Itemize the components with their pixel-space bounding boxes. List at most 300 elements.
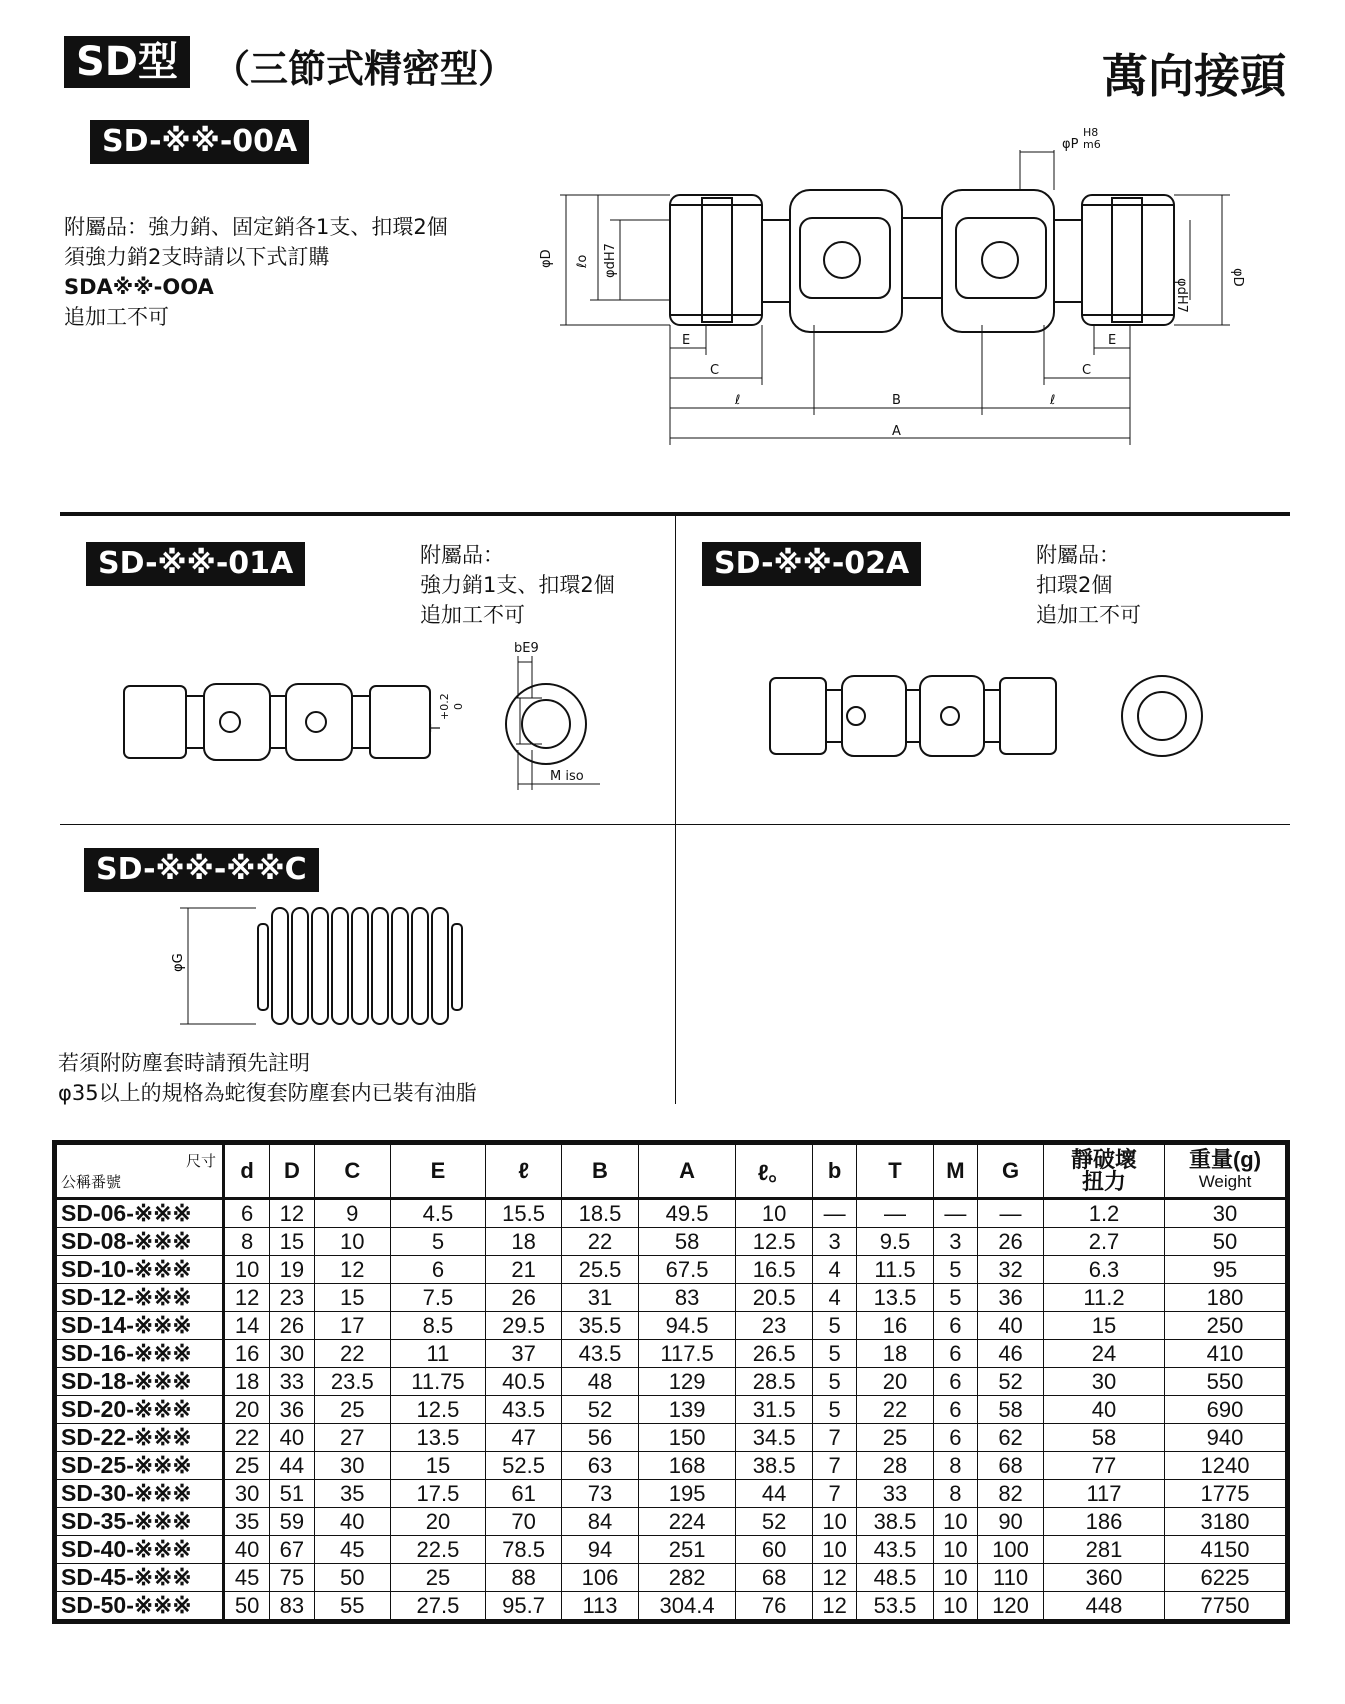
table-cell: 5	[812, 1368, 856, 1396]
col-header: b	[812, 1143, 856, 1199]
table-cell: 15	[314, 1284, 390, 1312]
table-cell: 7.5	[391, 1284, 486, 1312]
table-row	[55, 1396, 1288, 1424]
weight-header: 重量(g) Weight	[1165, 1143, 1288, 1199]
model-number-cell: SD-35-※※※	[55, 1508, 224, 1536]
table-cell: 82	[978, 1480, 1044, 1508]
table-cell: 16.5	[736, 1256, 812, 1284]
table-cell: 37	[485, 1340, 561, 1368]
model-number-cell: SD-30-※※※	[55, 1480, 224, 1508]
col-header: C	[314, 1143, 390, 1199]
note-line: 追加工不可	[420, 603, 525, 627]
table-cell: 15	[1044, 1312, 1165, 1340]
table-cell: 55	[314, 1592, 390, 1622]
dim-dH7-right: φdH7	[1174, 278, 1189, 313]
table-cell: 11.5	[857, 1256, 933, 1284]
table-cell: 117	[1044, 1480, 1165, 1508]
table-cell: 20	[391, 1508, 486, 1536]
col-header: ℓ。	[736, 1143, 812, 1199]
table-cell: 40	[1044, 1396, 1165, 1424]
table-cell: 43.5	[562, 1340, 638, 1368]
dim-C-right: C	[1082, 363, 1092, 378]
dim-phiD-right: φD	[1230, 268, 1245, 287]
section-c-title: SD-※※-※※C	[84, 848, 319, 892]
table-cell: 78.5	[485, 1536, 561, 1564]
table-row	[55, 1452, 1288, 1480]
table-cell: 13.5	[857, 1284, 933, 1312]
table-cell: —	[978, 1199, 1044, 1228]
dim-C-left: C	[710, 363, 720, 378]
table-cell: 15.5	[485, 1199, 561, 1228]
table-cell: 5	[391, 1228, 486, 1256]
note-line: 強力銷1支、扣環2個	[420, 573, 615, 597]
col-header: ℓ	[485, 1143, 561, 1199]
table-row	[55, 1592, 1288, 1622]
table-cell: 22	[314, 1340, 390, 1368]
table-cell: 16	[857, 1312, 933, 1340]
table-cell: 18.5	[562, 1199, 638, 1228]
table-cell: 94.5	[638, 1312, 736, 1340]
table-cell: —	[857, 1199, 933, 1228]
table-header-row	[55, 1143, 1288, 1199]
table-cell: 16	[224, 1340, 270, 1368]
dim-H8: H8	[1083, 126, 1099, 139]
table-cell: 75	[270, 1564, 314, 1592]
table-cell: 17.5	[391, 1480, 486, 1508]
table-cell: 6	[933, 1368, 977, 1396]
section-01a-title: SD-※※-01A	[86, 542, 305, 586]
note-line: 附屬品：	[1036, 543, 1120, 567]
table-row	[55, 1312, 1288, 1340]
table-cell: 40	[314, 1508, 390, 1536]
table-cell: 250	[1165, 1312, 1288, 1340]
section-c-notes	[58, 1048, 477, 1108]
table-cell: 51	[270, 1480, 314, 1508]
col-header: E	[391, 1143, 486, 1199]
table-cell: 22	[857, 1396, 933, 1424]
dim-E-right: E	[1108, 333, 1117, 348]
table-cell: 35	[224, 1508, 270, 1536]
table-cell: 139	[638, 1396, 736, 1424]
table-cell: 31	[562, 1284, 638, 1312]
table-cell: 26.5	[736, 1340, 812, 1368]
table-cell: 100	[978, 1536, 1044, 1564]
table-cell: 58	[978, 1396, 1044, 1424]
dim-l-right: ℓ	[1050, 393, 1056, 408]
table-cell: 11	[391, 1340, 486, 1368]
table-cell: 1240	[1165, 1452, 1288, 1480]
category-title: 萬向接頭	[1102, 49, 1286, 103]
table-cell: 304.4	[638, 1592, 736, 1622]
table-cell: 13.5	[391, 1424, 486, 1452]
table-cell: 3	[812, 1228, 856, 1256]
table-cell: 9.5	[857, 1228, 933, 1256]
table-cell: 11.2	[1044, 1284, 1165, 1312]
table-cell: 56	[562, 1424, 638, 1452]
dim-m6: m6	[1083, 138, 1101, 151]
table-cell: 40.5	[485, 1368, 561, 1396]
table-cell: 68	[978, 1452, 1044, 1480]
table-cell: 25	[391, 1564, 486, 1592]
note-line: 須強力銷2支時請以下式訂購	[64, 245, 330, 269]
table-cell: 59	[270, 1508, 314, 1536]
table-cell: 110	[978, 1564, 1044, 1592]
table-row	[55, 1480, 1288, 1508]
table-cell: 58	[1044, 1424, 1165, 1452]
table-cell: 117.5	[638, 1340, 736, 1368]
table-cell: 5	[812, 1396, 856, 1424]
table-cell: 10	[812, 1536, 856, 1564]
table-cell: 32	[978, 1256, 1044, 1284]
table-cell: 410	[1165, 1340, 1288, 1368]
table-cell: —	[812, 1199, 856, 1228]
col-header: d	[224, 1143, 270, 1199]
table-cell: 30	[1044, 1368, 1165, 1396]
dim-T-tol: +0.2	[438, 693, 451, 720]
table-cell: 6225	[1165, 1564, 1288, 1592]
table-cell: 18	[857, 1340, 933, 1368]
model-number-cell: SD-22-※※※	[55, 1424, 224, 1452]
table-cell: 38.5	[857, 1508, 933, 1536]
table-cell: 26	[270, 1312, 314, 1340]
table-cell: 53.5	[857, 1592, 933, 1622]
table-cell: 282	[638, 1564, 736, 1592]
table-cell: 3180	[1165, 1508, 1288, 1536]
table-cell: 281	[1044, 1536, 1165, 1564]
table-cell: 30	[224, 1480, 270, 1508]
table-cell: 550	[1165, 1368, 1288, 1396]
table-cell: 23	[270, 1284, 314, 1312]
table-cell: 48.5	[857, 1564, 933, 1592]
table-row	[55, 1536, 1288, 1564]
table-row	[55, 1228, 1288, 1256]
table-cell: 26	[978, 1228, 1044, 1256]
dim-phiP: φP	[1062, 137, 1079, 152]
table-cell: 12	[812, 1564, 856, 1592]
table-cell: 30	[1165, 1199, 1288, 1228]
dim-bE9: bE9	[514, 641, 539, 656]
table-cell: 5	[933, 1256, 977, 1284]
table-row	[55, 1508, 1288, 1536]
model-number-cell: SD-40-※※※	[55, 1536, 224, 1564]
table-cell: 25	[857, 1424, 933, 1452]
model-number-cell: SD-10-※※※	[55, 1256, 224, 1284]
table-cell: 5	[933, 1284, 977, 1312]
table-cell: 67	[270, 1536, 314, 1564]
table-cell: 8	[933, 1480, 977, 1508]
table-cell: 7	[812, 1480, 856, 1508]
table-cell: 360	[1044, 1564, 1165, 1592]
table-cell: 195	[638, 1480, 736, 1508]
table-cell: 44	[270, 1452, 314, 1480]
table-cell: 73	[562, 1480, 638, 1508]
table-cell: 7	[812, 1424, 856, 1452]
table-cell: 10	[933, 1592, 977, 1622]
table-cell: 44	[736, 1480, 812, 1508]
model-number-cell: SD-18-※※※	[55, 1368, 224, 1396]
note-line: SDA※※-OOA	[64, 275, 214, 299]
col-header: M	[933, 1143, 977, 1199]
table-cell: 7	[812, 1452, 856, 1480]
table-cell: 129	[638, 1368, 736, 1396]
dust-boot-diagram	[160, 898, 480, 1038]
table-cell: 29.5	[485, 1312, 561, 1340]
table-cell: 52	[978, 1368, 1044, 1396]
model-number-cell: SD-14-※※※	[55, 1312, 224, 1340]
table-cell: 15	[391, 1452, 486, 1480]
spec-table	[52, 1140, 1290, 1624]
universal-joint-02a-diagram	[760, 660, 1220, 780]
table-cell: 94	[562, 1536, 638, 1564]
table-cell: 3	[933, 1228, 977, 1256]
table-cell: 12.5	[391, 1396, 486, 1424]
model-number-cell: SD-25-※※※	[55, 1452, 224, 1480]
torque-header: 靜破壞 扭力	[1044, 1143, 1165, 1199]
table-cell: 18	[485, 1228, 561, 1256]
table-cell: 83	[270, 1592, 314, 1622]
table-cell: 12	[314, 1256, 390, 1284]
table-cell: 63	[562, 1452, 638, 1480]
table-cell: 448	[1044, 1592, 1165, 1622]
table-cell: 22	[224, 1424, 270, 1452]
table-cell: 40	[224, 1536, 270, 1564]
table-cell: 10	[224, 1256, 270, 1284]
table-cell: 113	[562, 1592, 638, 1622]
note-line: 追加工不可	[64, 305, 169, 329]
table-cell: 8.5	[391, 1312, 486, 1340]
table-cell: 70	[485, 1508, 561, 1536]
table-cell: 10	[812, 1508, 856, 1536]
table-cell: 23.5	[314, 1368, 390, 1396]
table-cell: 31.5	[736, 1396, 812, 1424]
model-number-cell: SD-20-※※※	[55, 1396, 224, 1424]
table-cell: —	[933, 1199, 977, 1228]
divider-mid	[60, 824, 1290, 825]
dim-l-left: ℓ	[735, 393, 741, 408]
table-cell: 6	[933, 1312, 977, 1340]
table-cell: 12	[812, 1592, 856, 1622]
corner-header: 尺寸 公稱番號	[55, 1143, 224, 1199]
col-header: G	[978, 1143, 1044, 1199]
table-cell: 76	[736, 1592, 812, 1622]
model-number-cell: SD-08-※※※	[55, 1228, 224, 1256]
table-cell: 1775	[1165, 1480, 1288, 1508]
note-line: 附屬品：	[420, 543, 504, 567]
table-cell: 20	[224, 1396, 270, 1424]
table-cell: 25	[314, 1396, 390, 1424]
table-cell: 77	[1044, 1452, 1165, 1480]
table-cell: 30	[270, 1340, 314, 1368]
table-row	[55, 1284, 1288, 1312]
table-cell: 28	[857, 1452, 933, 1480]
col-header: D	[270, 1143, 314, 1199]
table-cell: 62	[978, 1424, 1044, 1452]
dim-dH7: φdH7	[603, 243, 618, 278]
col-header: T	[857, 1143, 933, 1199]
table-cell: 52	[562, 1396, 638, 1424]
table-cell: 38.5	[736, 1452, 812, 1480]
table-cell: 47	[485, 1424, 561, 1452]
table-row	[55, 1424, 1288, 1452]
table-cell: 15	[270, 1228, 314, 1256]
table-cell: 46	[978, 1340, 1044, 1368]
table-cell: 10	[933, 1536, 977, 1564]
col-header: A	[638, 1143, 736, 1199]
model-number-cell: SD-50-※※※	[55, 1592, 224, 1622]
table-cell: 6.3	[1044, 1256, 1165, 1284]
dim-B: B	[892, 393, 901, 408]
dim-E-left: E	[682, 333, 691, 348]
table-cell: 50	[1165, 1228, 1288, 1256]
table-cell: 33	[270, 1368, 314, 1396]
table-cell: 11.75	[391, 1368, 486, 1396]
table-cell: 40	[978, 1312, 1044, 1340]
model-number-cell: SD-16-※※※	[55, 1340, 224, 1368]
table-cell: 27.5	[391, 1592, 486, 1622]
table-cell: 67.5	[638, 1256, 736, 1284]
table-cell: 7750	[1165, 1592, 1288, 1622]
table-cell: 224	[638, 1508, 736, 1536]
col-header: B	[562, 1143, 638, 1199]
table-cell: 10	[314, 1228, 390, 1256]
model-number-cell: SD-45-※※※	[55, 1564, 224, 1592]
note-line: φ35以上的規格為蛇復套防塵套内已裝有油脂	[58, 1081, 477, 1105]
table-cell: 50	[314, 1564, 390, 1592]
dim-M: M iso	[550, 769, 584, 784]
table-cell: 25.5	[562, 1256, 638, 1284]
table-cell: 106	[562, 1564, 638, 1592]
table-cell: 251	[638, 1536, 736, 1564]
table-cell: 168	[638, 1452, 736, 1480]
table-cell: 43.5	[485, 1396, 561, 1424]
dim-T: T	[429, 724, 444, 732]
note-line: 若須附防塵套時請預先註明	[58, 1051, 310, 1075]
table-cell: 12.5	[736, 1228, 812, 1256]
note-line: 追加工不可	[1036, 603, 1141, 627]
table-cell: 84	[562, 1508, 638, 1536]
table-cell: 12	[224, 1284, 270, 1312]
table-cell: 8	[224, 1228, 270, 1256]
dim-phiD: φD	[539, 249, 554, 268]
table-cell: 36	[270, 1396, 314, 1424]
table-cell: 28.5	[736, 1368, 812, 1396]
table-cell: 21	[485, 1256, 561, 1284]
table-row	[55, 1340, 1288, 1368]
table-cell: 50	[224, 1592, 270, 1622]
model-badge: SD型	[64, 36, 190, 88]
table-cell: 61	[485, 1480, 561, 1508]
note-line: 附屬品：強力銷、固定銷各1支、扣環2個	[64, 215, 448, 239]
divider-vertical	[675, 516, 676, 1104]
table-cell: 120	[978, 1592, 1044, 1622]
section-02a-title: SD-※※-02A	[702, 542, 921, 586]
table-cell: 95	[1165, 1256, 1288, 1284]
table-cell: 43.5	[857, 1536, 933, 1564]
table-cell: 34.5	[736, 1424, 812, 1452]
table-cell: 4.5	[391, 1199, 486, 1228]
table-cell: 35.5	[562, 1312, 638, 1340]
dim-lo: ℓo	[575, 254, 590, 268]
table-cell: 88	[485, 1564, 561, 1592]
section-00a-title: SD-※※-00A	[90, 120, 309, 164]
table-cell: 95.7	[485, 1592, 561, 1622]
table-cell: 22.5	[391, 1536, 486, 1564]
table-cell: 9	[314, 1199, 390, 1228]
table-cell: 1.2	[1044, 1199, 1165, 1228]
table-cell: 90	[978, 1508, 1044, 1536]
table-cell: 52	[736, 1508, 812, 1536]
universal-joint-01a-diagram	[120, 640, 620, 800]
table-cell: 6	[391, 1256, 486, 1284]
table-cell: 36	[978, 1284, 1044, 1312]
table-row	[55, 1368, 1288, 1396]
table-cell: 2.7	[1044, 1228, 1165, 1256]
table-cell: 10	[933, 1564, 977, 1592]
table-cell: 26	[485, 1284, 561, 1312]
table-cell: 10	[933, 1508, 977, 1536]
table-cell: 24	[1044, 1340, 1165, 1368]
subtitle: （三節式精密型）	[212, 47, 517, 91]
section-02a-notes	[1036, 540, 1141, 630]
table-cell: 25	[224, 1452, 270, 1480]
section-00a-notes	[64, 212, 448, 332]
table-cell: 6	[224, 1199, 270, 1228]
table-cell: 6	[933, 1424, 977, 1452]
table-cell: 60	[736, 1536, 812, 1564]
table-cell: 68	[736, 1564, 812, 1592]
table-cell: 30	[314, 1452, 390, 1480]
table-cell: 186	[1044, 1508, 1165, 1536]
table-cell: 58	[638, 1228, 736, 1256]
table-cell: 27	[314, 1424, 390, 1452]
table-cell: 4	[812, 1284, 856, 1312]
universal-joint-00a-diagram	[530, 120, 1250, 490]
table-cell: 48	[562, 1368, 638, 1396]
table-cell: 14	[224, 1312, 270, 1340]
table-cell: 45	[314, 1536, 390, 1564]
note-line: 扣環2個	[1036, 573, 1113, 597]
section-01a-notes	[420, 540, 615, 630]
table-cell: 22	[562, 1228, 638, 1256]
table-row	[55, 1256, 1288, 1284]
table-cell: 6	[933, 1340, 977, 1368]
table-cell: 20.5	[736, 1284, 812, 1312]
dim-A: A	[892, 424, 901, 439]
table-cell: 19	[270, 1256, 314, 1284]
table-cell: 5	[812, 1340, 856, 1368]
table-cell: 52.5	[485, 1452, 561, 1480]
dim-T-tol0: 0	[452, 703, 465, 710]
table-cell: 45	[224, 1564, 270, 1592]
table-cell: 5	[812, 1312, 856, 1340]
table-cell: 8	[933, 1452, 977, 1480]
table-cell: 40	[270, 1424, 314, 1452]
table-cell: 18	[224, 1368, 270, 1396]
table-cell: 10	[736, 1199, 812, 1228]
table-cell: 23	[736, 1312, 812, 1340]
table-row	[55, 1564, 1288, 1592]
table-cell: 33	[857, 1480, 933, 1508]
table-cell: 12	[270, 1199, 314, 1228]
dim-phiG: φG	[171, 953, 186, 972]
table-cell: 49.5	[638, 1199, 736, 1228]
table-cell: 940	[1165, 1424, 1288, 1452]
table-cell: 690	[1165, 1396, 1288, 1424]
model-number-cell: SD-06-※※※	[55, 1199, 224, 1228]
table-cell: 150	[638, 1424, 736, 1452]
table-cell: 180	[1165, 1284, 1288, 1312]
table-cell: 35	[314, 1480, 390, 1508]
